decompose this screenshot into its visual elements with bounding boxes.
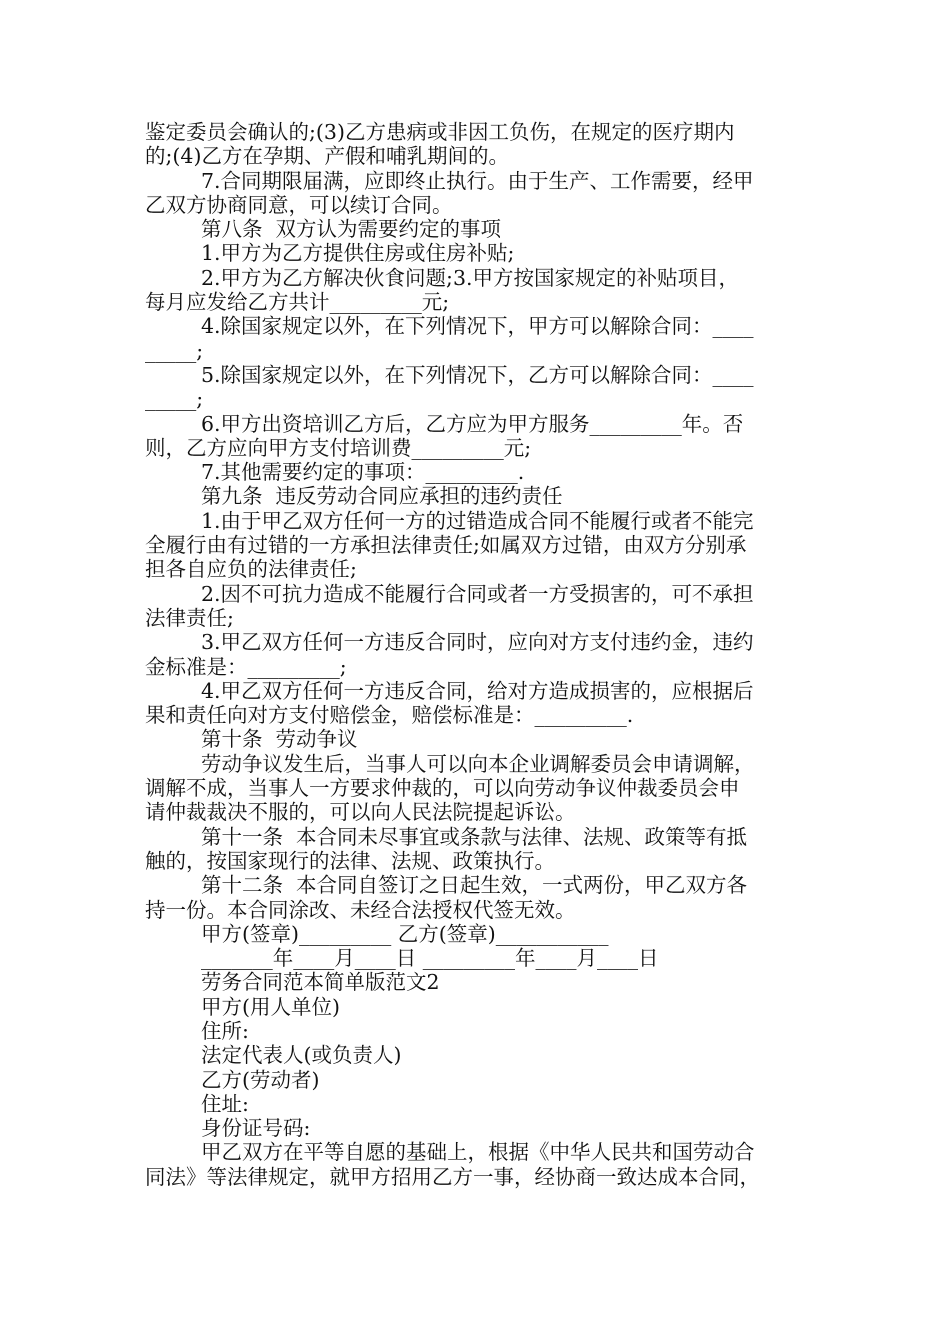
document-line: 第八条 双方认为需要约定的事项 <box>201 217 502 242</box>
document-line: 第十一条 本合同未尽事宜或条款与法律、法规、政策等有抵 <box>201 824 748 849</box>
document-line: 果和责任向对方支付赔偿金，赔偿标准是：_________. <box>145 703 634 728</box>
document-line: 乙方(劳动者) <box>201 1067 320 1092</box>
document-line: 6.甲方出资培训乙方后，乙方应为甲方服务_________年。否 <box>201 411 744 436</box>
document-line: 4.除国家规定以外，在下列情况下，甲方可以解除合同：____ <box>201 314 754 339</box>
document-line: 第十条 劳动争议 <box>201 727 358 752</box>
document-line: 则，乙方应向甲方支付培训费_________元; <box>145 435 532 460</box>
document-line: 鉴定委员会确认的;(3)乙方患病或非因工负伤，在规定的医疗期内 <box>145 120 735 144</box>
document-line: 住址: <box>201 1091 249 1116</box>
document-line: 金标准是：_________; <box>145 654 347 679</box>
document-line: 4.甲乙双方任何一方违反合同，给对方造成损害的，应根据后 <box>201 678 754 703</box>
document-line: 5.除国家规定以外，在下列情况下，乙方可以解除合同：____ <box>201 362 754 387</box>
document-line: _______年____月____日 _________年____月____日 <box>201 946 659 971</box>
document-line: 请仲裁裁决不服的，可以向人民法院提起诉讼。 <box>145 800 576 825</box>
document-line: 身份证号码: <box>201 1116 311 1141</box>
document-body <box>145 120 810 1189</box>
document-line: 1.由于甲乙双方任何一方的过错造成合同不能履行或者不能完 <box>201 508 754 533</box>
document-line: 调解不成，当事人一方要求仲裁的，可以向劳动争议仲裁委员会申 <box>145 776 740 801</box>
document-line: _____; <box>145 338 204 363</box>
document-line: 第十二条 本合同自签订之日起生效，一式两份，甲乙双方各 <box>201 873 748 898</box>
document-line: 触的，按国家现行的法律、法规、政策执行。 <box>145 848 555 873</box>
document-line: 7.其他需要约定的事项：_________. <box>201 460 525 485</box>
document-line: 甲方(签章)_________ 乙方(签章)___________ <box>201 921 609 946</box>
document-line: 乙双方协商同意，可以续订合同。 <box>145 192 453 217</box>
document-line: 的;(4)乙方在孕期、产假和哺乳期间的。 <box>145 144 509 169</box>
document-line: 持一份。本合同涂改、未经合法授权代签无效。 <box>145 897 576 922</box>
document-line: 7.合同期限届满，应即终止执行。由于生产、工作需要，经甲 <box>201 168 754 193</box>
document-line: 1.甲方为乙方提供住房或住房补贴; <box>201 241 515 266</box>
document-line: 2.甲方为乙方解决伙食问题;3.甲方按国家规定的补贴项目， <box>201 265 740 290</box>
document-line: 全履行由有过错的一方承担法律责任;如属双方过错，由双方分别承 <box>145 533 747 558</box>
document-line: 劳务合同范本简单版范文2 <box>201 970 440 995</box>
document-line: 每月应发给乙方共计_________元; <box>145 290 450 315</box>
document-line: 法律责任; <box>145 605 234 630</box>
document-line: _____; <box>145 387 204 412</box>
document-line: 同法》等法律规定，就甲方招用乙方一事，经协商一致达成本合同， <box>145 1164 760 1189</box>
document-line: 2.因不可抗力造成不能履行合同或者一方受损害的，可不承担 <box>201 581 754 606</box>
document-line: 甲乙双方在平等自愿的基础上，根据《中华人民共和国劳动合 <box>201 1140 755 1165</box>
document-line: 劳动争议发生后，当事人可以向本企业调解委员会申请调解， <box>201 751 755 776</box>
document-line: 甲方(用人单位) <box>201 994 340 1019</box>
document-line: 住所: <box>201 1018 249 1043</box>
document-line: 第九条 违反劳动合同应承担的违约责任 <box>201 484 563 509</box>
document-line: 3.甲乙双方任何一方违反合同时，应向对方支付违约金，违约 <box>201 630 754 655</box>
document-line: 担各自应负的法律责任; <box>145 557 357 582</box>
document-line: 法定代表人(或负责人) <box>201 1043 402 1068</box>
